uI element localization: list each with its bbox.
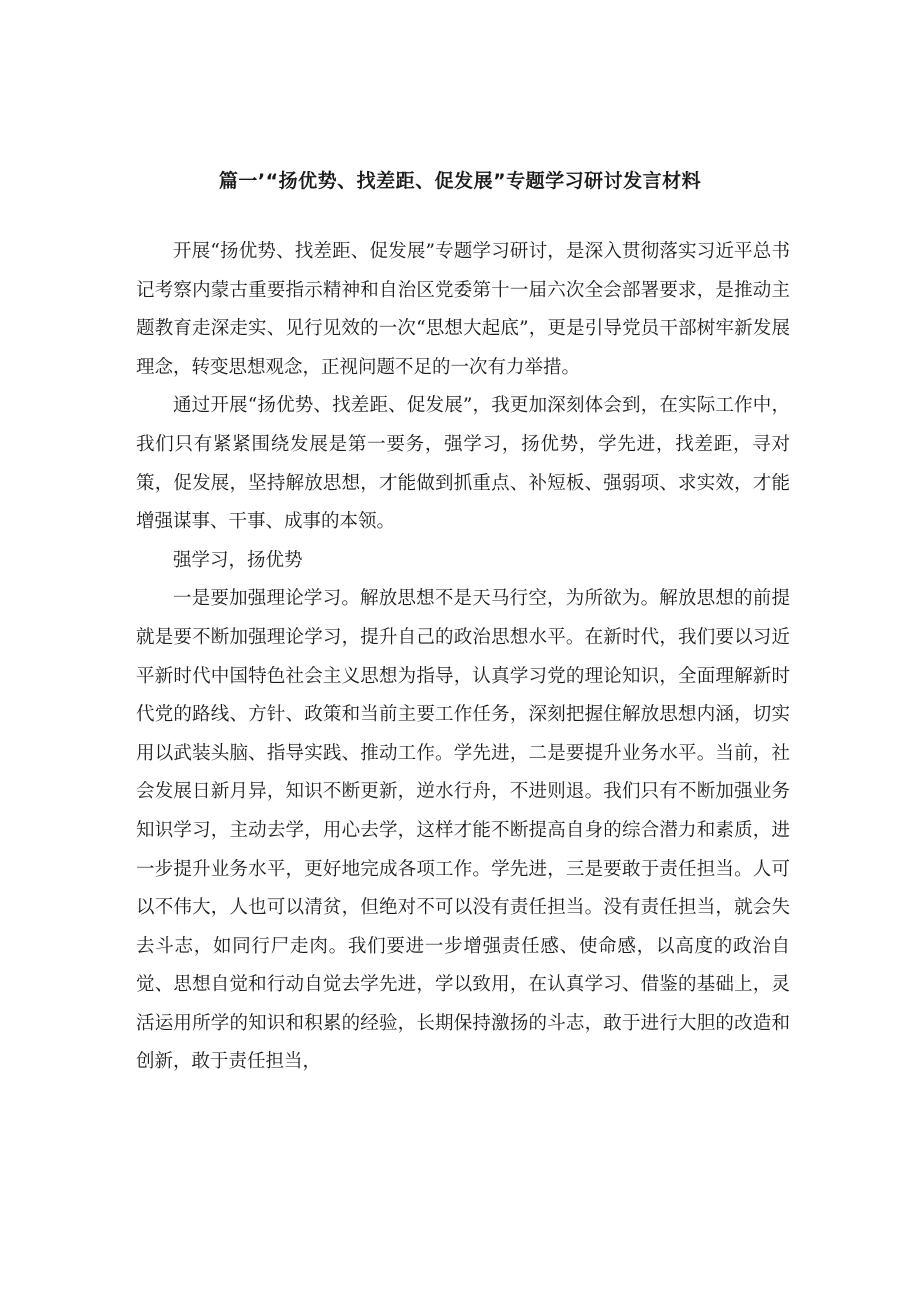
- paragraph-reflection: 通过开展“扬优势、找差距、促发展”，我更加深刻体会到，在实际工作中，我们只有紧紧围绕发展是第一要务，强学习，扬优势，学先进，找差距，寻对策，促发展，坚持解放思想，才能做到抓重点、补短板、强弱项、求实效，才能增强谋事、干事、成事的本领。: [136, 395, 790, 533]
- paragraph-intro: 开展“扬优势、找差距、促发展”专题学习研讨，是深入贯彻落实习近平总书记考察内蒙古重要指示精神和自治区党委第十一届六次全会部署要求，是推动主题教育走深走实、见行见效的一次“思想大起底”，更是引导党员干部树牢新发展理念，转变思想观念，正视问题不足的一次有力举措。: [136, 241, 790, 378]
- document-title: 篇一’“扬优势、找差距、促发展”专题学习研讨发言材料: [218, 170, 702, 192]
- document-body: [136, 233, 790, 1082]
- section-heading: 强学习，扬优势: [173, 549, 303, 571]
- paragraph-study: 一是要加强理论学习。解放思想不是天马行空，为所欲为。解放思想的前提就是要不断加强理论学习，提升自己的政治思想水平。在新时代，我们要以习近平新时代中国特色社会主义思想为指导，认真学习党的理论知识，全面理解新时代党的路线、方针、政策和当前主要工作任务，深刻把握住解放思想内涵，切实用以武装头脑、指导实践、推动工作。学先进，二是要提升业务水平。当前，社会发展日新月异，知识不断更新，逆水行舟，不进则退。我们只有不断加强业务知识学习，主动去学，用心去学，这样才能不断提高自身的综合潜力和素质，进一步提升业务水平，更好地完成各项工作。学先进，三是要敢于责任担当。人可以不伟大，人也可以清贫，但绝对不可以没有责任担当。没有责任担当，就会失去斗志，如同行尸走肉。我们要进一步增强责任感、使命感，以高度的政治自觉、思想自觉和行动自觉去学先进，学以致用，在认真学习、借鉴的基础上，灵活运用所学的知识和积累的经验，长期保持激扬的斗志，敢于进行大胆的改造和创新，敢于责任担当，: [136, 588, 790, 1073]
